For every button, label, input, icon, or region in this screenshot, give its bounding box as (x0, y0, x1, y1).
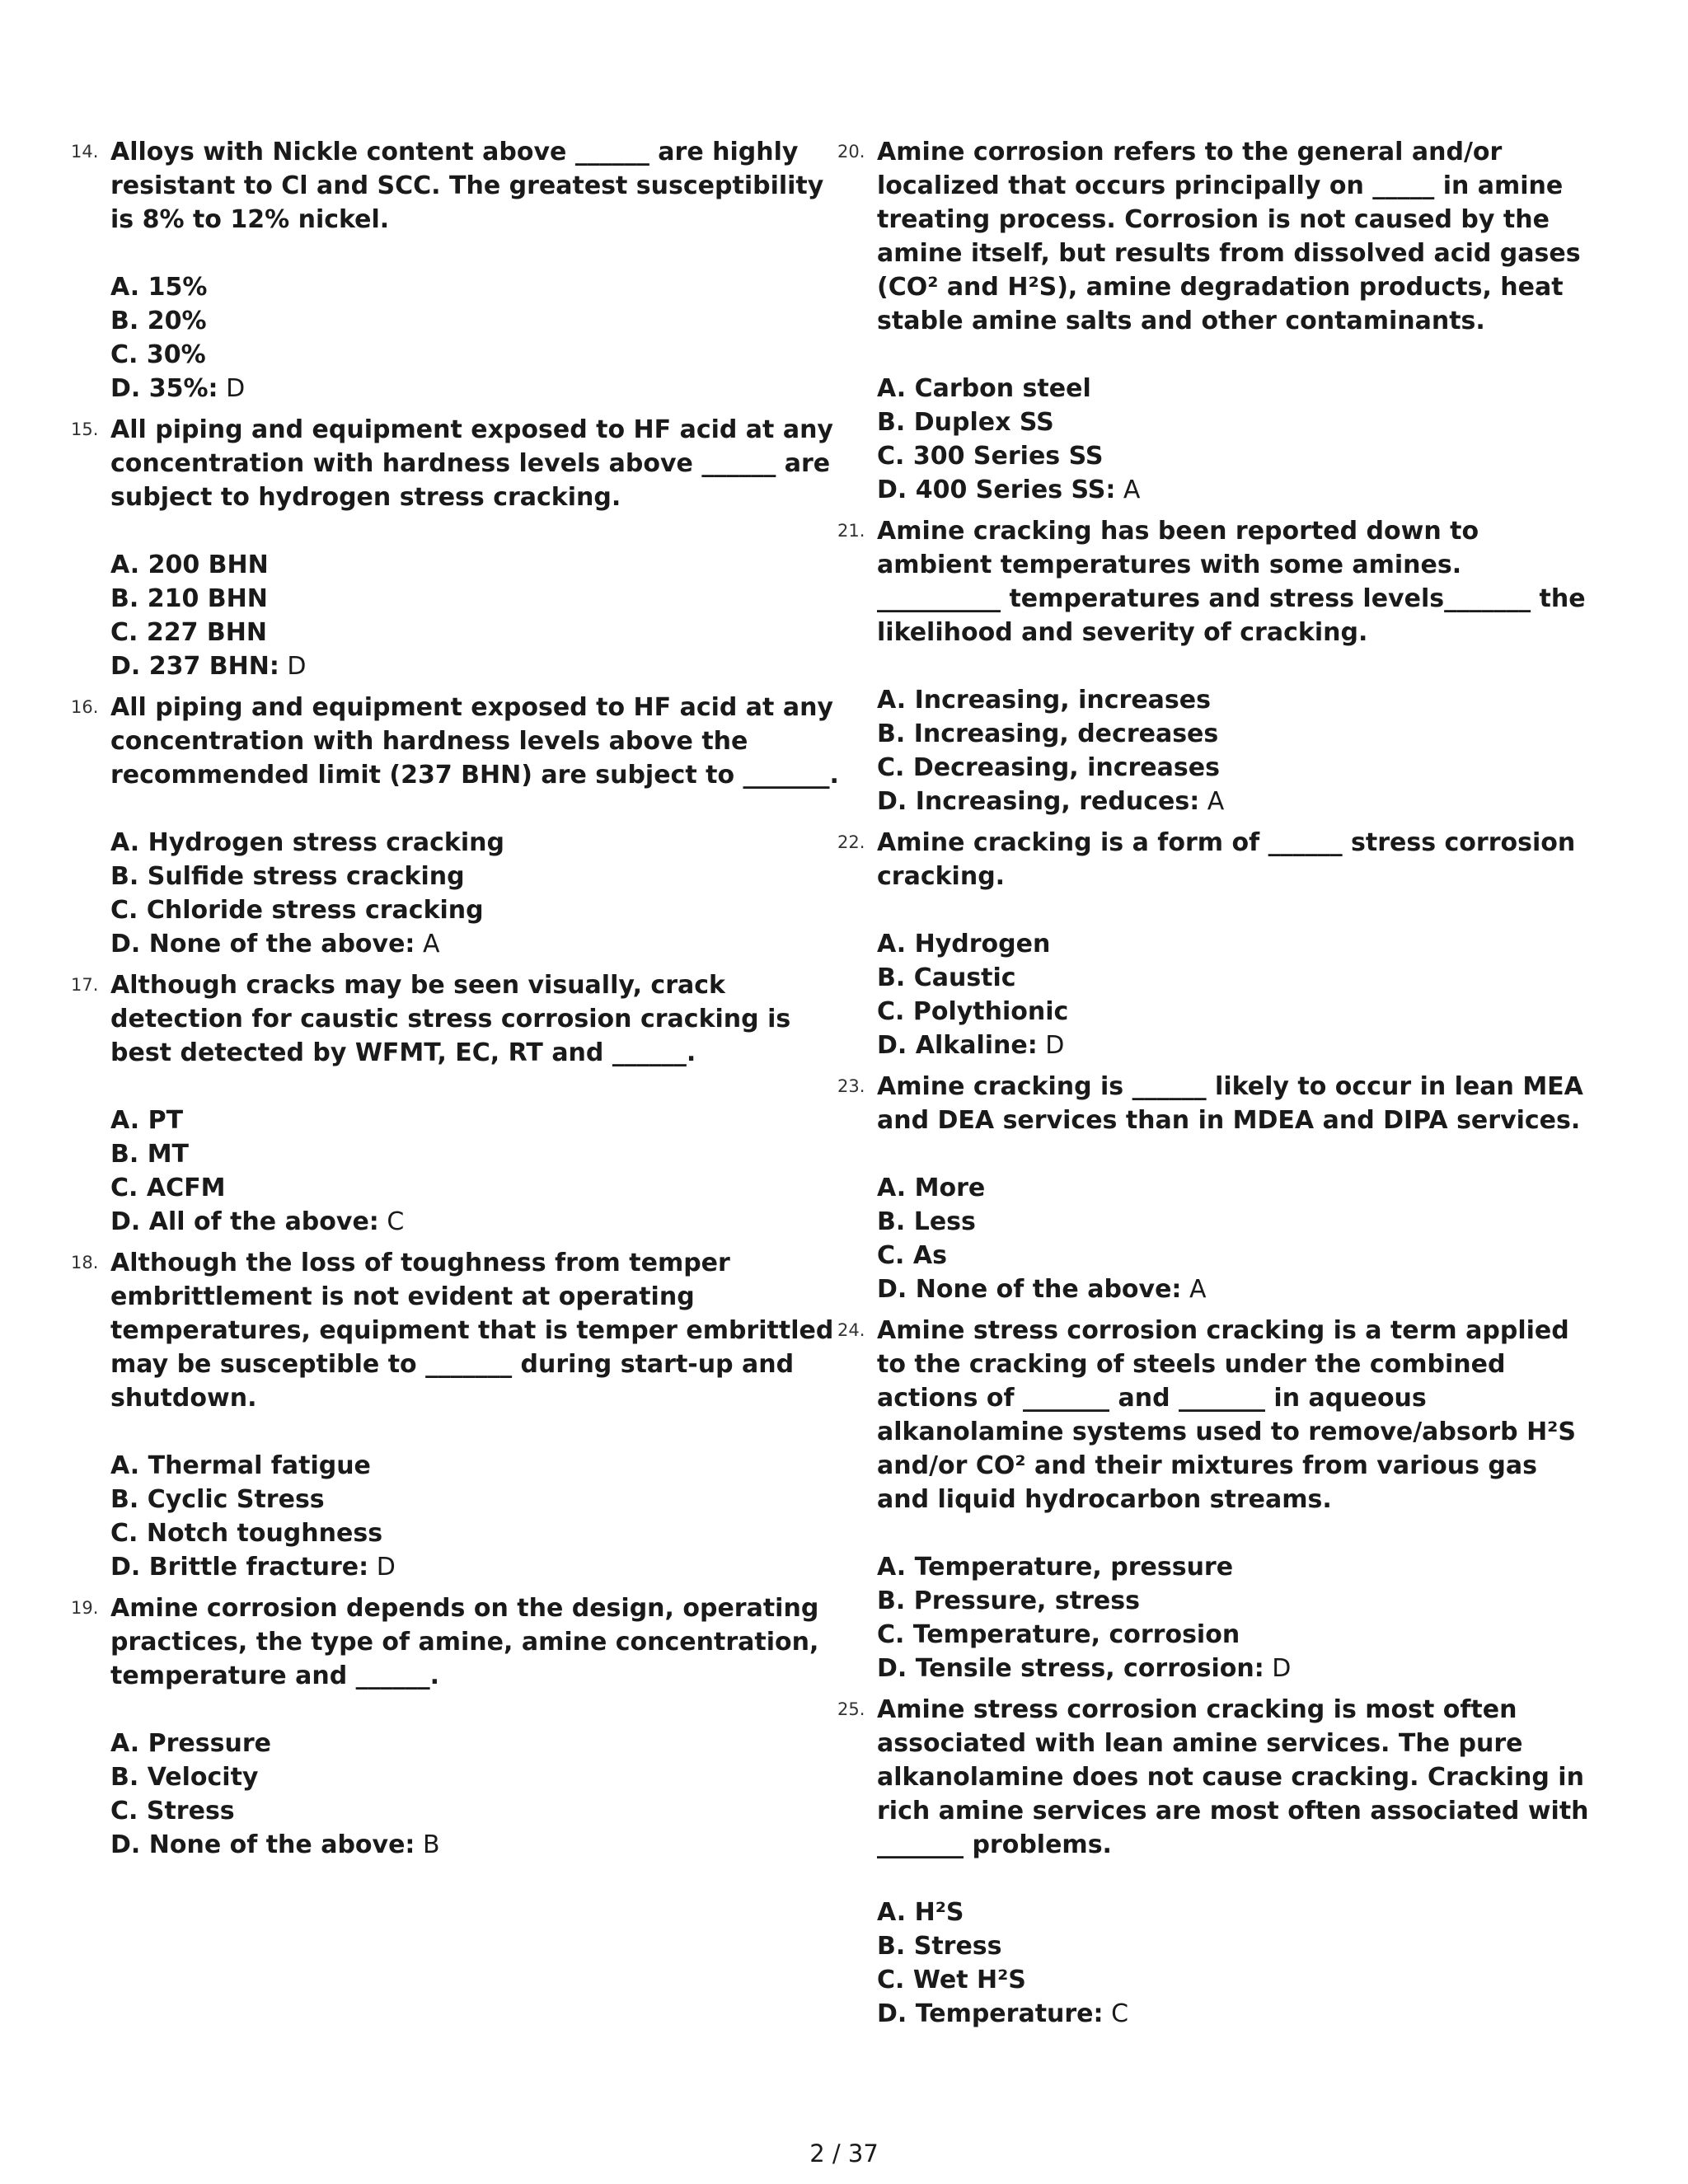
answer-option (877, 1171, 1591, 1205)
question-text: Amine corrosion refers to the general and/or localized that occurs principally on _____ in amine treating process. Corrosion is not caused by the amine itself, but results from dissolved acid gases (CO² and H²S), amine degradation products, heat stable amine salts and other contaminants. (877, 138, 1581, 335)
question-text: Amine stress corrosion cracking is a term applied to the cracking of steels under the combined actions of _______ and _______ in aqueous alkanolamine systems used to remove/absorb H²S and/or CO² and their mixtures from various gas and liquid hydrocarbon streams. (877, 1316, 1576, 1514)
answer-options (877, 927, 1591, 1062)
option-label: B. Pressure, stress (877, 1586, 1140, 1615)
question-number: 22. (837, 832, 865, 852)
answer-option (877, 1239, 1591, 1272)
option-label: A. Pressure (110, 1729, 271, 1758)
answer-option (877, 995, 1591, 1029)
question-text: Amine stress corrosion cracking is most often associated with lean amine services. The pure alkanolamine does not cause cracking. Cracking in rich amine services are most often associated with _______ problems. (877, 1695, 1589, 1859)
question-18 (71, 1246, 841, 1584)
answer-option (877, 683, 1591, 717)
right-column (837, 135, 1591, 2031)
answer-option (110, 1483, 841, 1516)
answer-option (877, 1896, 1591, 1929)
option-label: D. Tensile stress, corrosion: (877, 1654, 1264, 1683)
correct-answer: A (1115, 476, 1141, 504)
answer-option (110, 1550, 841, 1584)
answer-option (877, 785, 1591, 818)
question-number: 16. (71, 697, 99, 717)
option-label: A. Thermal fatigue (110, 1451, 371, 1480)
page-number: 2 / 37 (809, 2139, 879, 2168)
option-label: C. 300 Series SS (877, 442, 1104, 471)
answer-option (110, 1760, 841, 1794)
question-20 (837, 135, 1591, 507)
answer-option (110, 1104, 841, 1137)
answer-option (110, 649, 841, 683)
option-label: C. Chloride stress cracking (110, 896, 484, 925)
question-text: Amine cracking has been reported down to ambient temperatures with some amines. __________ temperatures and stress levels_______ the likelihood and severity of cracking. (877, 517, 1586, 647)
answer-option (110, 860, 841, 893)
answer-options (110, 1727, 841, 1862)
question-number: 18. (71, 1253, 99, 1272)
question-17 (71, 968, 841, 1239)
option-label: D. Alkaline: (877, 1031, 1038, 1060)
option-label: B. Sulfide stress cracking (110, 862, 465, 891)
answer-option (110, 582, 841, 616)
option-label: D. Increasing, reduces: (877, 787, 1200, 816)
answer-option (877, 405, 1591, 439)
option-label: A. Hydrogen (877, 930, 1051, 958)
question-number: 24. (837, 1320, 865, 1340)
answer-option (110, 1727, 841, 1760)
question-text: Amine cracking is ______ likely to occur in lean MEA and DEA services than in MDEA and DIPA services. (877, 1072, 1583, 1135)
option-label: C. Notch toughness (110, 1519, 383, 1548)
option-label: D. 400 Series SS: (877, 476, 1116, 504)
option-label: C. Temperature, corrosion (877, 1620, 1240, 1649)
answer-option (110, 826, 841, 860)
correct-answer: D (1037, 1031, 1065, 1060)
answer-option (877, 1929, 1591, 1963)
correct-answer: C (1103, 1999, 1129, 2028)
correct-answer: A (1199, 787, 1225, 816)
option-label: A. 15% (110, 273, 208, 302)
option-label: B. Caustic (877, 963, 1016, 992)
answer-options (110, 1449, 841, 1584)
option-label: B. Cyclic Stress (110, 1485, 325, 1514)
option-label: B. Duplex SS (877, 408, 1054, 437)
option-label: B. Stress (877, 1932, 1002, 1961)
question-24 (837, 1314, 1591, 1685)
answer-option (110, 548, 841, 582)
answer-option (877, 1205, 1591, 1239)
option-label: B. MT (110, 1140, 190, 1169)
correct-answer: D (218, 374, 246, 403)
option-label: A. H²S (877, 1898, 964, 1927)
answer-option (110, 270, 841, 304)
correct-answer: A (1181, 1275, 1207, 1304)
option-label: C. As (877, 1241, 947, 1270)
answer-option (110, 1449, 841, 1483)
option-label: D. 35%: (110, 374, 218, 403)
option-label: C. ACFM (110, 1174, 226, 1202)
question-number: 17. (71, 975, 99, 995)
option-label: C. Wet H²S (877, 1966, 1026, 1994)
answer-option (877, 1652, 1591, 1685)
question-text: Amine corrosion depends on the design, operating practices, the type of amine, amine concentration, temperature and ______. (110, 1594, 819, 1690)
question-number: 23. (837, 1076, 865, 1096)
option-label: D. Brittle fracture: (110, 1553, 369, 1582)
answer-option (877, 1029, 1591, 1062)
answer-option (877, 1997, 1591, 2031)
option-label: D. Temperature: (877, 1999, 1104, 2028)
answer-options (877, 683, 1591, 818)
answer-option (110, 338, 841, 372)
question-14 (71, 135, 841, 405)
answer-options (110, 548, 841, 683)
answer-option (110, 372, 841, 405)
answer-options (877, 1896, 1591, 2031)
question-text: Amine cracking is a form of ______ stress corrosion cracking. (877, 828, 1576, 891)
answer-option (110, 616, 841, 649)
option-label: C. 227 BHN (110, 618, 268, 647)
answer-option (110, 304, 841, 338)
question-22 (837, 826, 1591, 1062)
option-label: B. Velocity (110, 1763, 259, 1792)
correct-answer: D (279, 652, 307, 681)
answer-options (110, 826, 841, 961)
answer-option (877, 751, 1591, 785)
question-25 (837, 1693, 1591, 2031)
answer-option (877, 372, 1591, 405)
option-label: A. More (877, 1174, 986, 1202)
option-label: C. Polythionic (877, 997, 1069, 1026)
question-19 (71, 1591, 841, 1862)
answer-options (110, 270, 841, 405)
question-text: All piping and equipment exposed to HF acid at any concentration with hardness levels above ______ are subject to hydrogen stress cracking. (110, 415, 833, 512)
option-label: C. Stress (110, 1797, 235, 1825)
answer-option (877, 473, 1591, 507)
option-label: A. Hydrogen stress cracking (110, 828, 504, 857)
question-number: 21. (837, 521, 865, 541)
answer-option (877, 927, 1591, 961)
answer-option (877, 439, 1591, 473)
answer-options (877, 1171, 1591, 1306)
option-label: C. Decreasing, increases (877, 753, 1220, 782)
answer-option (877, 1963, 1591, 1997)
correct-answer: A (415, 930, 440, 958)
answer-option (877, 717, 1591, 751)
answer-option (110, 1137, 841, 1171)
option-label: B. 210 BHN (110, 584, 268, 613)
correct-answer: C (378, 1207, 405, 1236)
question-number: 20. (837, 142, 865, 162)
question-16 (71, 691, 841, 961)
option-label: B. Less (877, 1207, 976, 1236)
answer-option (110, 1794, 841, 1828)
answer-option (110, 893, 841, 927)
option-label: B. Increasing, decreases (877, 719, 1219, 748)
correct-answer: D (1264, 1654, 1292, 1683)
answer-option (877, 961, 1591, 995)
answer-option (877, 1584, 1591, 1618)
question-21 (837, 514, 1591, 818)
option-label: A. Carbon steel (877, 374, 1091, 403)
answer-option (110, 1516, 841, 1550)
correct-answer: B (415, 1830, 440, 1859)
question-number: 14. (71, 142, 99, 162)
answer-options (877, 1550, 1591, 1685)
option-label: A. Increasing, increases (877, 686, 1211, 715)
answer-option (110, 1205, 841, 1239)
question-text: Although the loss of toughness from temper embrittlement is not evident at operating temperatures, equipment that is temper embrittled may be susceptible to _______ during start-up and shutdown. (110, 1249, 834, 1413)
answer-options (877, 372, 1591, 507)
question-text: All piping and equipment exposed to HF acid at any concentration with hardness levels above the recommended limit (237 BHN) are subject to _______. (110, 693, 839, 790)
option-label: A. Temperature, pressure (877, 1553, 1234, 1582)
answer-option (110, 1828, 841, 1862)
answer-option (877, 1272, 1591, 1306)
option-label: D. None of the above: (110, 930, 415, 958)
question-number: 15. (71, 419, 99, 439)
answer-option (110, 1171, 841, 1205)
answer-options (110, 1104, 841, 1239)
option-label: D. All of the above: (110, 1207, 379, 1236)
option-label: D. None of the above: (110, 1830, 415, 1859)
option-label: A. 200 BHN (110, 551, 269, 579)
correct-answer: D (368, 1553, 396, 1582)
question-15 (71, 413, 841, 683)
option-label: D. 237 BHN: (110, 652, 279, 681)
answer-option (877, 1550, 1591, 1584)
question-number: 19. (71, 1598, 99, 1618)
question-text: Although cracks may be seen visually, crack detection for caustic stress corrosion cracking is best detected by WFMT, EC, RT and ______. (110, 971, 791, 1067)
answer-option (877, 1618, 1591, 1652)
option-label: A. PT (110, 1106, 184, 1135)
question-number: 25. (837, 1699, 865, 1719)
question-23 (837, 1070, 1591, 1306)
question-text: Alloys with Nickle content above ______ are highly resistant to Cl and SCC. The greatest susceptibility is 8% to 12% nickel. (110, 138, 824, 234)
answer-option (110, 927, 841, 961)
option-label: D. None of the above: (877, 1275, 1182, 1304)
option-label: C. 30% (110, 340, 206, 369)
option-label: B. 20% (110, 307, 207, 335)
left-column (71, 135, 841, 1862)
